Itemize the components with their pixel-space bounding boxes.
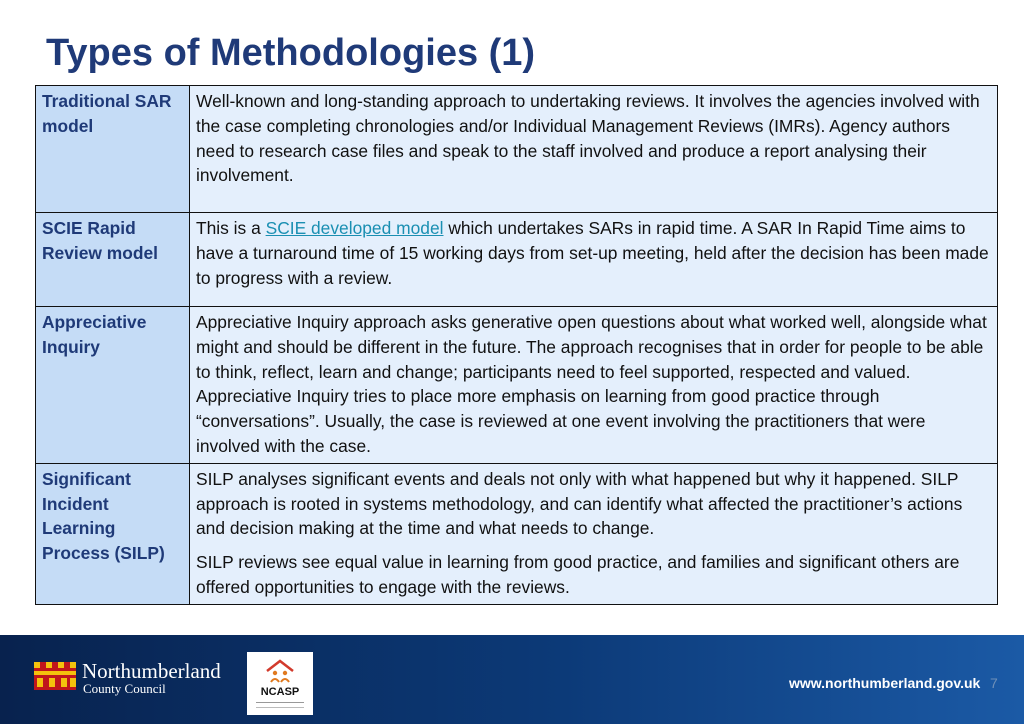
table-row (36, 307, 998, 464)
footer-banner (0, 635, 1024, 724)
method-name: Significant Incident Learning Process (SILP) (36, 463, 190, 604)
slide-title: Types of Methodologies (1) (46, 32, 536, 74)
method-description (190, 213, 998, 307)
scie-model-link[interactable]: SCIE developed model (265, 218, 444, 238)
method-description-text: Well-known and long-standing approach to undertaking reviews. It involves the agencies involved with the case completing chronologies and/or Individual Management Reviews (IMRs). Agency authors need to research case files and speak to the staff involved and produce a report analysing their involvement. (196, 91, 980, 186)
website-url: www.northumberland.gov.uk (789, 675, 981, 691)
method-name: Traditional SAR model (36, 86, 190, 213)
method-description (190, 307, 998, 464)
description-trail-text: which undertakes SARs in rapid time. A SAR In Rapid Time aims to have a turnaround time of 15 working days from set-up meeting, held after the decision has been made to progress with a review. (196, 218, 989, 288)
house-icon (264, 659, 296, 683)
ncasp-label: NCASP (260, 686, 300, 698)
northumberland-logo (34, 659, 234, 699)
ncasp-logo (247, 652, 313, 715)
council-name: Northumberland (82, 659, 221, 683)
council-crest-icon (34, 662, 76, 690)
method-description-text-2: SILP reviews see equal value in learning from good practice, and families and significant others are offered opportunities to engage with the reviews. (196, 552, 960, 597)
method-name: Appreciative Inquiry (36, 307, 190, 464)
method-description-text (196, 216, 991, 290)
method-description-text: Appreciative Inquiry approach asks generative open questions about what worked well, alongside what might and should be different in the future. The approach recognises that in order for people to be able to think, reflect, learn and change; participants need to feel supported, respected and valued. Appreciative Inquiry tries to place more emphasis on learning from good practice through “conversations”. Usually, the case is reviewed at one event involving the practitioners that were involved with the case. (196, 312, 987, 456)
ncasp-fine-print (256, 702, 304, 708)
table-row (36, 463, 998, 604)
council-subtitle: County Council (83, 681, 166, 696)
page-number: 7 (990, 675, 998, 691)
table-row (36, 86, 998, 213)
table-row (36, 213, 998, 307)
description-lead-text: This is a (196, 218, 266, 238)
method-description (190, 463, 998, 604)
method-name: SCIE Rapid Review model (36, 213, 190, 307)
method-description (190, 86, 998, 213)
methodologies-table (35, 85, 998, 605)
method-description-text: SILP analyses significant events and deals not only with what happened but why it happened. SILP approach is rooted in systems methodology, and can identify what affected the practitioner’s actions and decision making at the time and what needs to change. (196, 468, 963, 539)
